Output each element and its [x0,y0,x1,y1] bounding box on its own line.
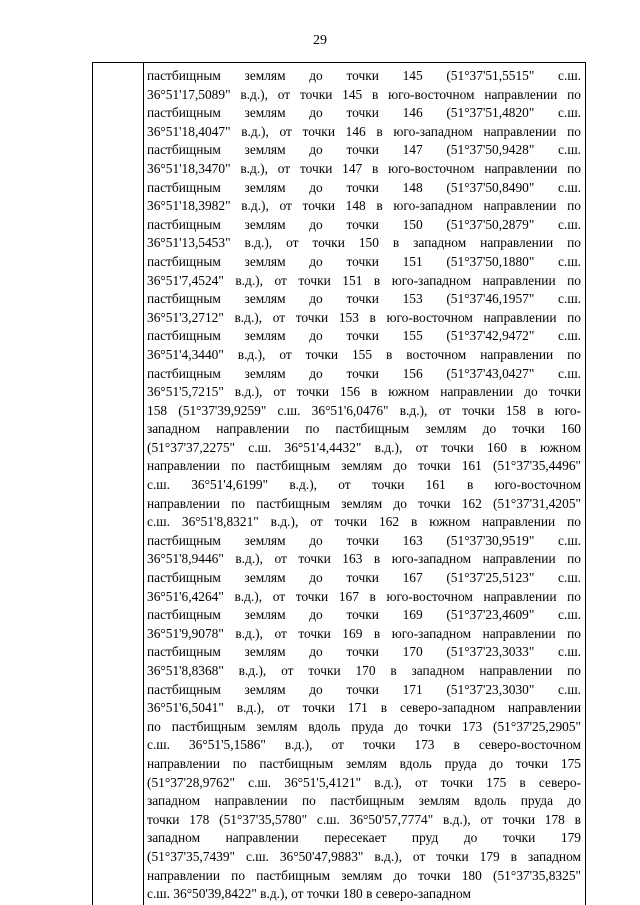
page-number: 29 [313,33,327,48]
text-line: пастбищным землям до точки 153 (51°37'46,1957" с.ш. [147,291,581,307]
text-line: западном направлении пересекает пруд до точки 179 [147,830,581,846]
text-line: 36°51'4,3440" в.д.), от точки 155 в восточном направлении по [147,346,581,362]
text-line: 36°51'17,5089" в.д.), от точки 145 в юго-восточном направлении по [147,86,581,102]
column-separator [143,63,144,905]
text-line: 36°51'18,4047" в.д.), от точки 146 в юго-западном направлении по [147,123,581,139]
text-line: направлении по пастбищным землям до точки 162 (51°37'31,4205" [147,495,581,511]
text-line: пастбищным землям до точки 163 (51°37'30,9519" с.ш. [147,532,581,548]
text-line: по пастбищным землям вдоль пруда до точки 173 (51°37'25,2905" [147,718,581,734]
text-line: с.ш. 36°51'8,8321" в.д.), от точки 162 в южном направлении по [147,514,581,530]
text-line: (51°37'37,2275" с.ш. 36°51'4,4432" в.д.), от точки 160 в южном [147,439,581,455]
text-line: пастбищным землям до точки 146 (51°37'51,4820" с.ш. [147,105,581,121]
text-line: 36°51'18,3982" в.д.), от точки 148 в юго-западном направлении по [147,198,581,214]
text-line: пастбищным землям до точки 171 (51°37'23,3030" с.ш. [147,681,581,697]
text-line: пастбищным землям до точки 151 (51°37'50,1880" с.ш. [147,253,581,269]
text-line: 36°51'9,9078" в.д.), от точки 169 в юго-западном направлении по [147,625,581,641]
text-line: с.ш. 36°51'4,6199" в.д.), от точки 161 в юго-восточном [147,477,581,493]
document-table [92,62,586,905]
text-line: 36°51'8,8368" в.д.), от точки 170 в западном направлении по [147,663,581,678]
text-line: пастбищным землям до точки 167 (51°37'25,5123" с.ш. [147,570,581,586]
text-line: с.ш. 36°50'39,8422" в.д.), от точки 180 в северо-западном [147,886,471,902]
text-line: 158 (51°37'39,9259" с.ш. 36°51'6,0476" в.д.), от точки 158 в юго- [147,402,581,418]
text-line: пастбищным землям до точки 148 (51°37'50,8490" с.ш. [147,179,581,195]
text-line: 36°51'6,4264" в.д.), от точки 167 в юго-восточном направлении по [147,588,581,604]
text-line: 36°51'13,5453" в.д.), от точки 150 в западном направлении по [147,235,581,251]
text-line: 36°51'6,5041" в.д.), от точки 171 в северо-западном направлении [147,700,581,716]
text-line: 36°51'8,9446" в.д.), от точки 163 в юго-западном направлении по [147,551,581,567]
text-line: пастбищным землям до точки 155 (51°37'42,9472" с.ш. [147,328,581,344]
text-line: пастбищным землям до точки 170 (51°37'23,3033" с.ш. [147,644,581,660]
text-line: (51°37'28,9762" с.ш. 36°51'5,4121" в.д.), от точки 175 в северо- [147,774,581,790]
text-line: с.ш. 36°51'5,1586" в.д.), от точки 173 в северо-восточном [147,737,581,753]
text-line: западном направлении по пастбищным землям до точки 160 [147,421,581,437]
text-line: 36°51'5,7215" в.д.), от точки 156 в южном направлении до точки [147,384,581,400]
text-line: направлении по пастбищным землям до точки 161 (51°37'35,4496" [147,458,581,474]
boundary-description-cell [147,67,581,904]
text-line: пастбищным землям до точки 150 (51°37'50,2879" с.ш. [147,216,581,232]
text-line: пастбищным землям до точки 156 (51°37'43,0427" с.ш. [147,365,581,381]
text-line: 36°51'3,2712" в.д.), от точки 153 в юго-восточном направлении по [147,309,581,325]
text-line: западном направлении по пастбищным землям вдоль пруда до [147,793,581,809]
text-line: направлении по пастбищным землям вдоль пруда до точки 175 [147,755,581,771]
text-line: 36°51'18,3470" в.д.), от точки 147 в юго-восточном направлении по [147,160,581,176]
text-line: (51°37'35,7439" с.ш. 36°50'47,9883" в.д.), от точки 179 в западном [147,848,581,864]
text-line: точки 178 (51°37'35,5780" с.ш. 36°50'57,7774" в.д.), от точки 178 в [147,811,581,827]
text-line: направлении по пастбищным землям до точки 180 (51°37'35,8325" [147,867,581,883]
text-line: пастбищным землям до точки 145 (51°37'51,5515" с.ш. [147,68,581,83]
text-line: пастбищным землям до точки 147 (51°37'50,9428" с.ш. [147,142,581,158]
text-line: 36°51'7,4524" в.д.), от точки 151 в юго-западном направлении по [147,272,581,288]
text-line: пастбищным землям до точки 169 (51°37'23,4609" с.ш. [147,607,581,623]
